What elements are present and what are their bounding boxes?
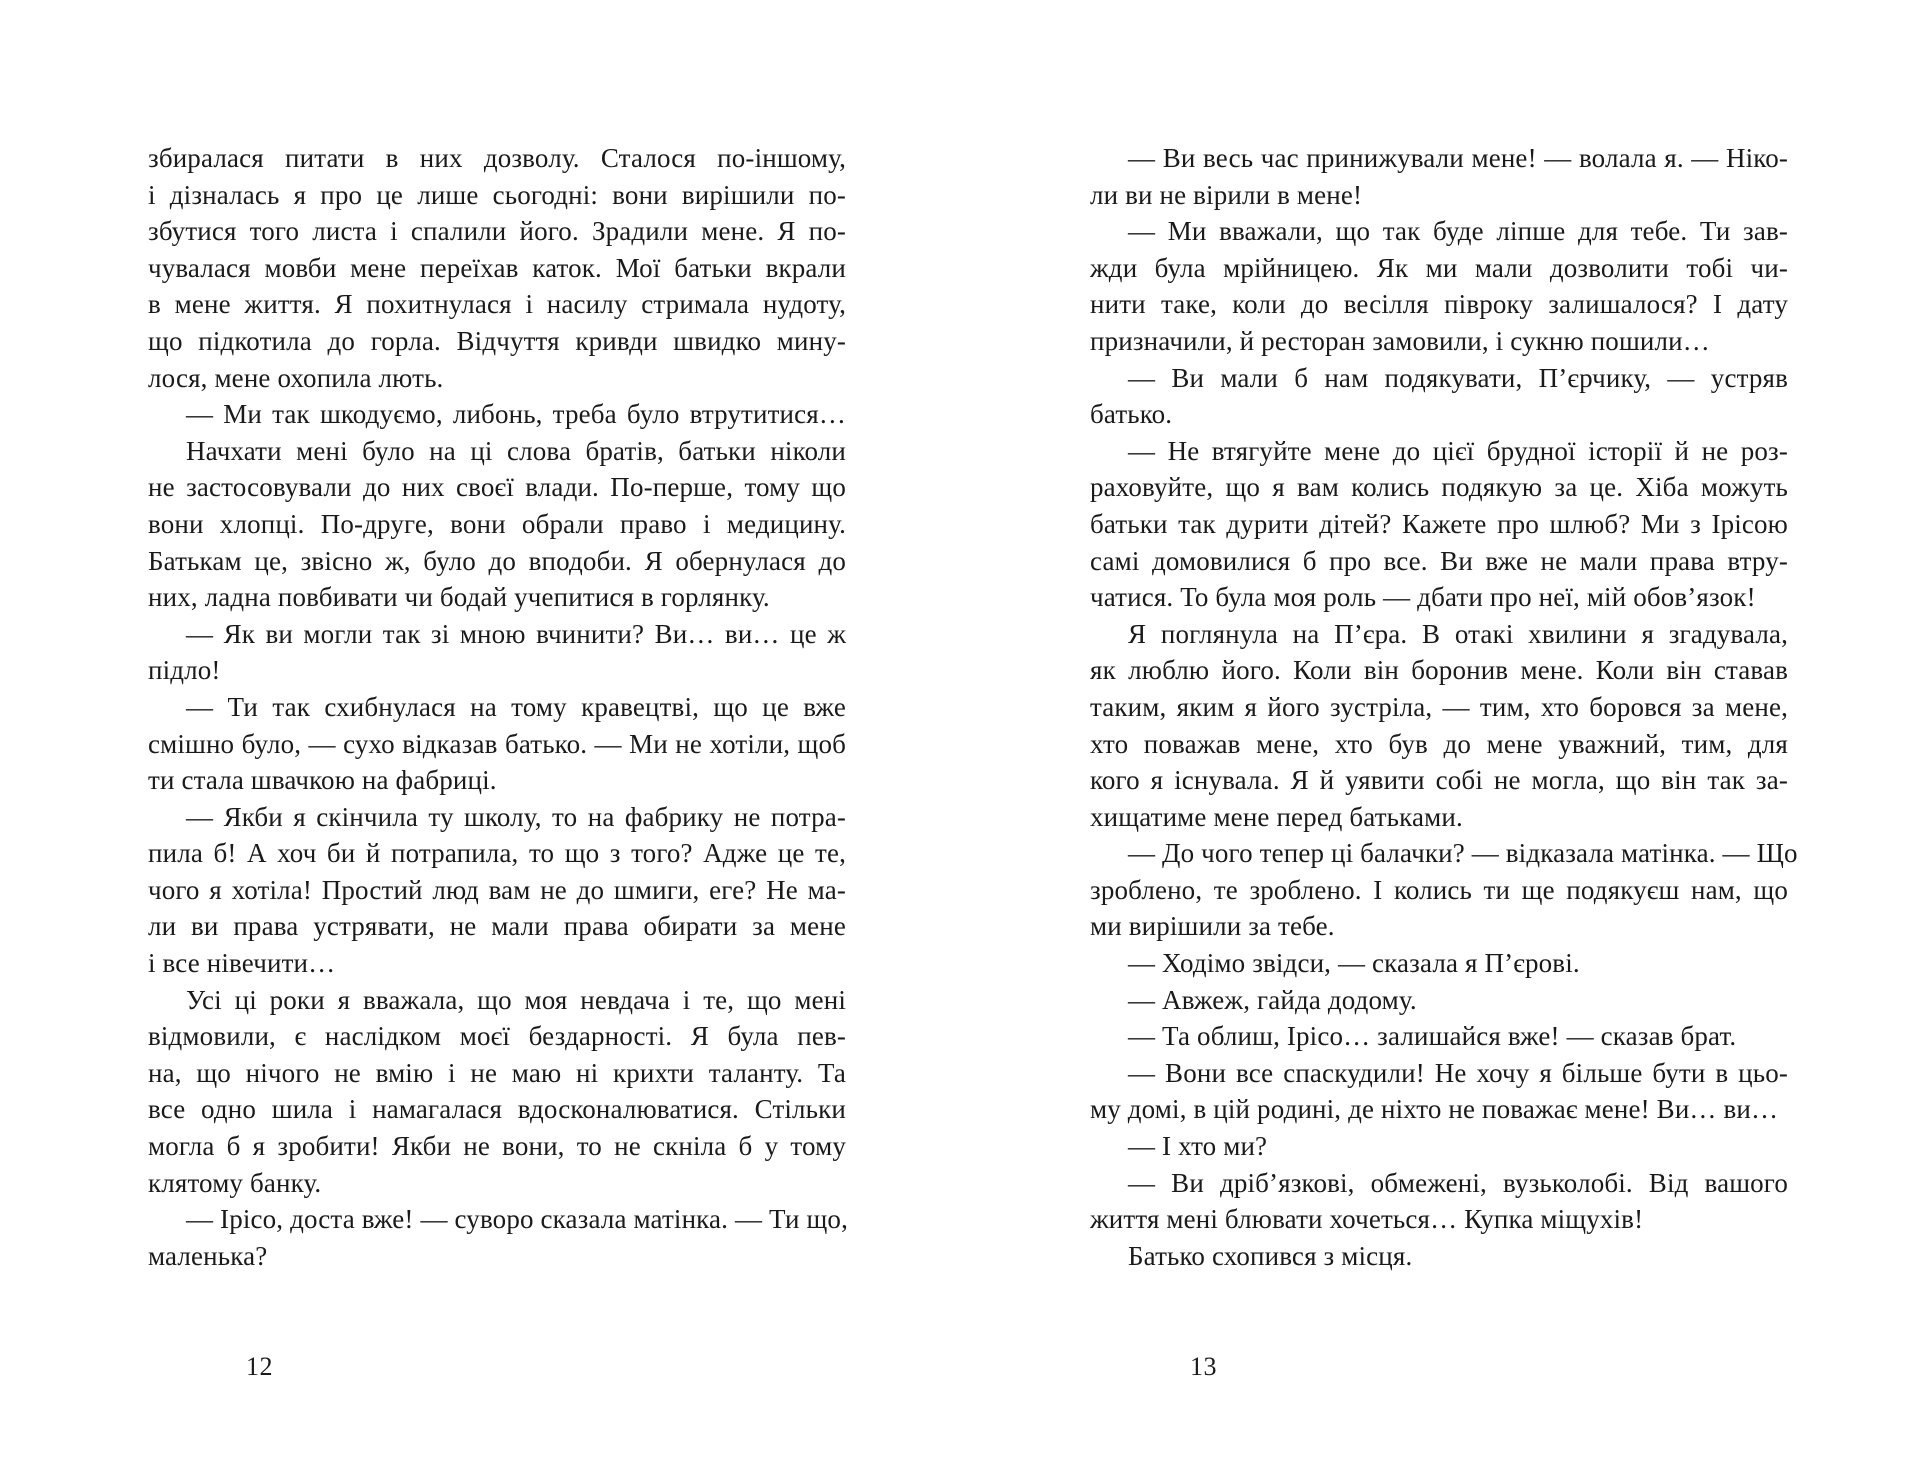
text-line: — Ви весь час принижували мене! — волала я. — Ніко-	[1128, 143, 1788, 173]
text-line: нити таке, коли до весілля півроку залишалося? І дату	[1090, 289, 1788, 320]
text-line: — Ми вважали, що так буде ліпше для тебе. Ти зав-	[1128, 216, 1788, 247]
text-line: — Та облиш, Ірісо… залишайся вже! — сказав брат.	[1128, 1021, 1737, 1052]
left-page-number: 12	[246, 1352, 273, 1381]
right-page-number: 13	[1190, 1352, 1217, 1381]
text-line: на, що нічого не вмію і не маю ні крихти таланту. Та	[148, 1057, 846, 1088]
text-line: хищатиме мене перед батьками.	[1090, 801, 1463, 832]
text-line: могла б я зробити! Якби не вони, то не скніла б у тому	[148, 1131, 846, 1162]
text-line: — Не втягуйте мене до цієї брудної історії й не роз-	[1128, 435, 1788, 466]
text-line: раховуйте, що я вам колись подякую за це. Хіба можуть	[1090, 472, 1788, 503]
text-line: — Ви мали б нам подякувати, П’єрчику, — устряв	[1128, 362, 1788, 393]
text-line: — Якби я скінчила ту школу, то на фабрику не потра-	[186, 801, 846, 832]
text-line: батьки так дурити дітей? Кажете про шлюб? Ми з Ірісою	[1090, 508, 1788, 539]
text-line: — Вони все спаскудили! Не хочу я більше бути в цьо-	[1128, 1057, 1788, 1088]
text-line: них, ладна повбивати чи бодай учепитися в горлянку.	[148, 582, 770, 613]
text-line: підло!	[148, 655, 221, 686]
text-line: і все нівечити…	[148, 948, 336, 979]
text-line: — Ви дріб’язкові, обмежені, вузьколобі. Від вашого	[1128, 1167, 1788, 1198]
text-line: що підкотила до горла. Відчуття кривди швидко мину-	[148, 325, 846, 356]
text-line: жди була мрійницею. Як ми мали дозволити тобі чи-	[1090, 252, 1788, 283]
text-line: ми вирішили за тебе.	[1090, 911, 1335, 942]
text-line: — До чого тепер ці балачки? — відказала матінка. — Що	[1128, 838, 1798, 869]
text-line: в мене життя. Я похитнулася і насилу стримала нудоту,	[148, 289, 846, 320]
text-line: самі домовилися б про все. Ви вже не мали права втру-	[1090, 545, 1788, 576]
text-line: — Ірісо, доста вже! — суворо сказала матінка. — Ти що,	[186, 1204, 848, 1235]
text-line: життя мені блювати хочеться… Купка міщухів!	[1090, 1204, 1644, 1235]
text-line: ти стала швачкою на фабриці.	[148, 765, 497, 796]
text-line: маленька?	[148, 1240, 268, 1271]
text-line: зроблено, те зроблено. І колись ти ще подякуєш нам, що	[1090, 874, 1788, 905]
text-line: ли ви не вірили в мене!	[1090, 179, 1363, 210]
text-line: вони хлопці. По-друге, вони обрали право і медицину.	[148, 508, 846, 539]
text-line: збиралася питати в них дозволу. Сталося по-іншому,	[148, 143, 846, 173]
text-line: і дізналась я про це лише сьогодні: вони вирішили по-	[148, 179, 846, 210]
text-line: таким, яким я його зустріла, — тим, хто боровся за мене,	[1090, 691, 1788, 722]
text-line: не застосовували до них своєї влади. По-перше, тому що	[148, 472, 846, 503]
text-line: — Ти так схибнулася на тому кравецтві, що це вже	[186, 691, 846, 722]
text-line: призначили, й ресторан замовили, і сукню пошили…	[1090, 325, 1710, 356]
text-line: — Авжеж, гайда додому.	[1128, 984, 1417, 1015]
right-page-text	[1090, 140, 1798, 1274]
text-line: смішно було, — сухо відказав батько. — Ми не хотіли, щоб	[148, 728, 846, 759]
text-line: хто поважав мене, хто був до мене уважний, тим, для	[1090, 728, 1788, 759]
text-line: ли ви права устрявати, не мали права обирати за мене	[148, 911, 846, 942]
text-line: — Ходімо звідси, — сказала я П’єрові.	[1128, 948, 1580, 979]
text-line: клятому банку.	[148, 1167, 322, 1198]
text-line: му домі, в цій родині, де ніхто не поважає мене! Ви… ви…	[1090, 1094, 1779, 1125]
text-line: Усі ці роки я вважала, що моя невдача і те, що мені	[186, 984, 846, 1015]
text-line: — Як ви могли так зі мною вчинити? Ви… ви… це ж	[186, 618, 846, 649]
right-page	[960, 0, 1920, 1477]
left-page-text	[148, 140, 846, 1274]
text-line: — І хто ми?	[1128, 1131, 1268, 1162]
text-line: все одно шила і намагалася вдосконалюватися. Стільки	[148, 1094, 846, 1125]
text-line: Батько схопився з місця.	[1128, 1240, 1413, 1271]
text-line: Начхати мені було на ці слова братів, батьки ніколи	[186, 435, 846, 466]
text-line: Батькам це, звісно ж, було до вподоби. Я обернулася до	[148, 545, 846, 576]
text-line: пила б! А хоч би й потрапила, то що з того? Адже це те,	[148, 838, 846, 869]
text-line: чатися. То була моя роль — дбати про неї, мій обов’язок!	[1090, 582, 1756, 613]
text-line: кого я існувала. Я й уявити собі не могла, що він так за-	[1090, 765, 1788, 796]
text-line: чого я хотіла! Простий люд вам не до шмиги, еге? Не ма-	[148, 874, 846, 905]
text-line: лося, мене охопила лють.	[148, 362, 444, 393]
text-line: батько.	[1090, 399, 1173, 430]
text-line: Я поглянула на П’єра. В отакі хвилини я згадувала,	[1128, 618, 1788, 649]
text-line: чувалася мовби мене переїхав каток. Мої батьки вкрали	[148, 252, 846, 283]
text-line: відмовили, є наслідком моєї бездарності. Я була пев-	[148, 1021, 846, 1052]
text-line: як люблю його. Коли він боронив мене. Коли він ставав	[1090, 655, 1788, 686]
text-line: — Ми так шкодуємо, либонь, треба було втрутитися…	[186, 399, 846, 430]
text-line: збутися того листа і спалили його. Зрадили мене. Я по-	[148, 216, 846, 247]
